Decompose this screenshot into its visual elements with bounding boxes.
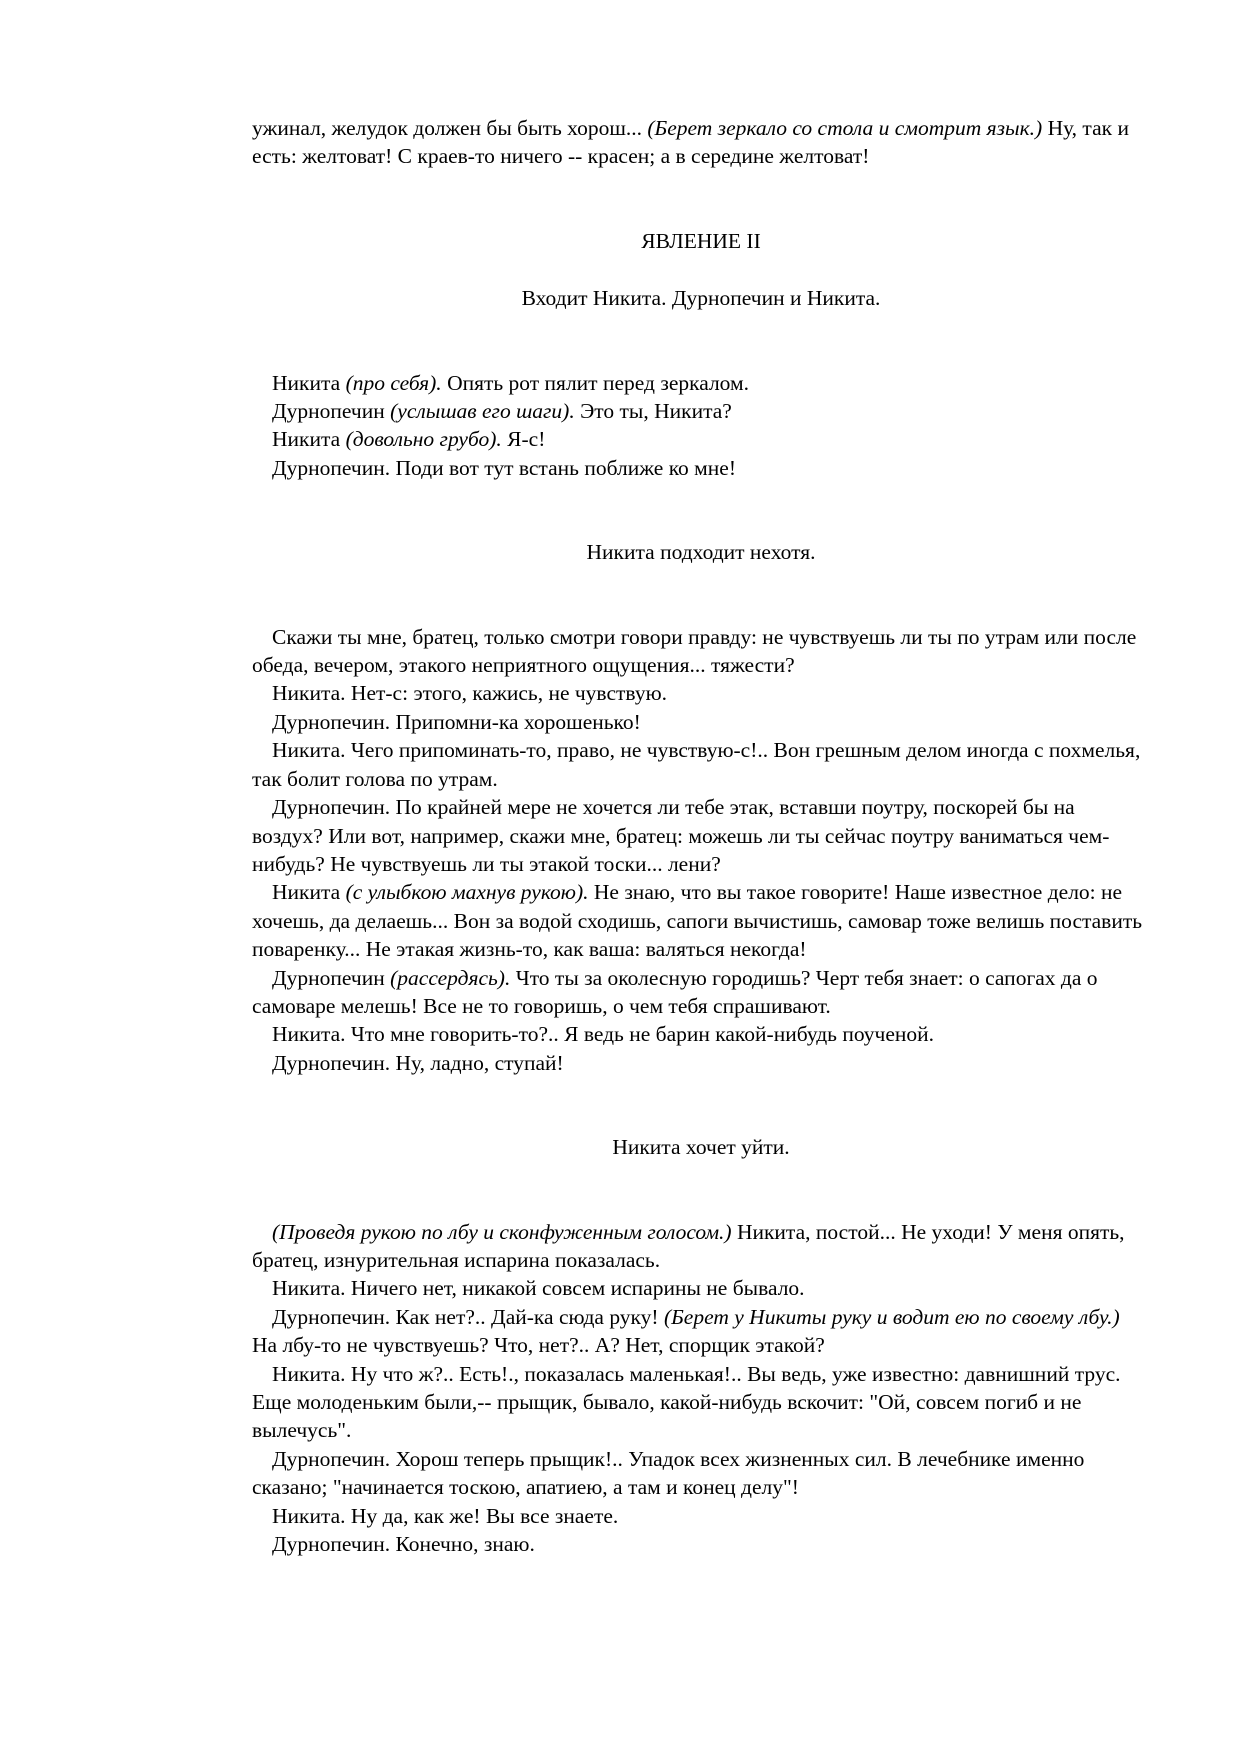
remark-text: (Проведя рукою по лбу и сконфуженным голосом.) xyxy=(272,1219,732,1244)
dialogue-line xyxy=(252,1445,1150,1502)
speech-text: Никита. Что мне говорить-то?.. Я ведь не барин какой-нибудь поученой. xyxy=(272,1022,935,1047)
spacer xyxy=(252,482,1150,538)
dialogue-line xyxy=(252,1218,1150,1275)
dialogue-line xyxy=(252,793,1150,878)
speech-text: Дурнопечин. Ну, ладно, ступай! xyxy=(272,1050,564,1075)
speech-text: ужинал, желудок должен бы быть хорош... xyxy=(252,116,648,140)
speech-text: Скажи ты мне, братец, только смотри говори правду: не чувствуешь ли ты по утрам или после обеда, вечером, этакого неприятного ощущения... тяжести? xyxy=(252,624,1137,678)
speech-text: Никита, постой... Не уходи! У меня опять, братец, изнурительная испарина показалась. xyxy=(252,1219,1125,1272)
spacer xyxy=(252,1077,1150,1133)
speech-text: На лбу-то не чувствуешь? Что, нет?.. А? Нет, спорщик этакой? xyxy=(252,1333,825,1358)
remark-text: (рассердясь). xyxy=(390,965,511,990)
dialogue-line xyxy=(252,454,1150,482)
dialogue-line xyxy=(252,964,1150,1021)
speech-text: Никита. Нет-с: этого, кажись, не чувствую. xyxy=(272,681,667,706)
dialogue-line xyxy=(252,1049,1150,1077)
speech-text: Дурнопечин xyxy=(272,399,391,424)
remark-text: (про себя). xyxy=(345,370,442,395)
speech-text: Никита xyxy=(272,427,346,452)
speech-text: Дурнопечин. Припомни-ка хорошенько! xyxy=(272,709,641,734)
spacer xyxy=(252,567,1150,623)
dialogue-line xyxy=(252,736,1150,793)
speech-text: Что ты за околесную городишь? Черт тебя знает: о сапогах да о самоваре мелешь! Все не то говоришь, о чем тебя спрашивают. xyxy=(252,965,1098,1018)
dialogue-line xyxy=(252,1502,1150,1530)
spacer xyxy=(252,1162,1150,1218)
stage-direction: Входит Никита. Дурнопечин и Никита. xyxy=(521,286,881,311)
document-page xyxy=(252,114,1150,1558)
dialogue-line xyxy=(252,369,1150,397)
dialogue-line xyxy=(252,679,1150,707)
dialogue-line xyxy=(252,1020,1150,1048)
stage-direction: Никита хочет уйти. xyxy=(612,1135,790,1160)
speech-text: Опять рот пялит перед зеркалом. xyxy=(441,370,750,395)
speech-text: Дурнопечин. По крайней мере не хочется ли тебе этак, вставши поутру, поскорей бы на воздух? Или вот, например, скажи мне, братец: можешь ли ты сейчас поутру ваниматься чем-нибудь? Не чувствуешь ли ты этакой тоски... лени? xyxy=(252,795,1110,876)
speech-text: Никита xyxy=(272,880,346,905)
speech-text: Дурнопечин. Поди вот тут встань поближе ко мне! xyxy=(272,455,736,480)
speech-text: Дурнопечин xyxy=(272,965,391,990)
speech-text: Это ты, Никита? xyxy=(574,399,732,424)
remark-text: (Берет зеркало со стола и смотрит язык.) xyxy=(647,116,1043,140)
dialogue-line xyxy=(252,623,1150,680)
stage-direction: Никита подходит нехотя. xyxy=(586,540,816,565)
remark-text: (довольно грубо). xyxy=(345,427,502,452)
spacer xyxy=(252,255,1150,284)
speech-text: Никита. Ничего нет, никакой совсем испарины не бывало. xyxy=(272,1276,805,1301)
remark-text: (Берет у Никиты руку и водит ею по своему лбу.) xyxy=(663,1304,1120,1329)
scene-heading: ЯВЛЕНИЕ II xyxy=(641,228,761,253)
speech-text: Никита. Ну да, как же! Вы все знаете. xyxy=(272,1503,619,1528)
speech-text: Ну, так и есть: желтоват! С краев-то ничего -- красен; а в середине желтоват! xyxy=(252,116,1129,169)
dialogue-line xyxy=(252,708,1150,736)
dialogue-line xyxy=(252,1303,1150,1360)
dialogue-line xyxy=(252,878,1150,963)
speech-text: Дурнопечин. Хорош теперь прыщик!.. Упадок всех жизненных сил. В лечебнике именно сказано; "начинается тоскою, апатиею, а там и конец делу"! xyxy=(252,1446,1085,1500)
remark-text: (с улыбкою махнув рукою). xyxy=(345,880,589,905)
speech-text: Я-с! xyxy=(501,427,546,452)
dialogue-line xyxy=(252,1274,1150,1302)
speech-text: Не знаю, что вы такое говорите! Наше известное дело: не хочешь, да делаешь... Вон за водой сходишь, сапоги вычистишь, самовар тоже велишь поставить поваренку... Не этакая жизнь-то, как ваша: валяться некогда! xyxy=(252,880,1143,962)
dialogue-line xyxy=(252,397,1150,425)
spacer xyxy=(252,313,1150,369)
speech-text: Никита. Чего припоминать-то, право, не чувствую-с!.. Вон грешным делом иногда с похмелья, так болит голова по утрам. xyxy=(252,738,1141,791)
dialogue-line xyxy=(252,114,1150,171)
speech-text: Никита xyxy=(272,370,346,395)
dialogue-line xyxy=(252,1530,1150,1558)
remark-text: (услышав его шаги). xyxy=(390,399,575,424)
dialogue-line xyxy=(252,425,1150,453)
speech-text: Дурнопечин. Конечно, знаю. xyxy=(272,1532,535,1557)
speech-text: Никита. Ну что ж?.. Есть!., показалась маленькая!.. Вы ведь, уже известно: давнишний трус. Еще молоденьким были,-- прыщик, бывало, какой-нибудь вскочит: "Ой, совсем погиб и не вылечусь". xyxy=(252,1361,1121,1443)
dialogue-line xyxy=(252,1360,1150,1445)
speech-text: Дурнопечин. Как нет?.. Дай-ка сюда руку! xyxy=(272,1304,664,1329)
spacer xyxy=(252,171,1150,227)
